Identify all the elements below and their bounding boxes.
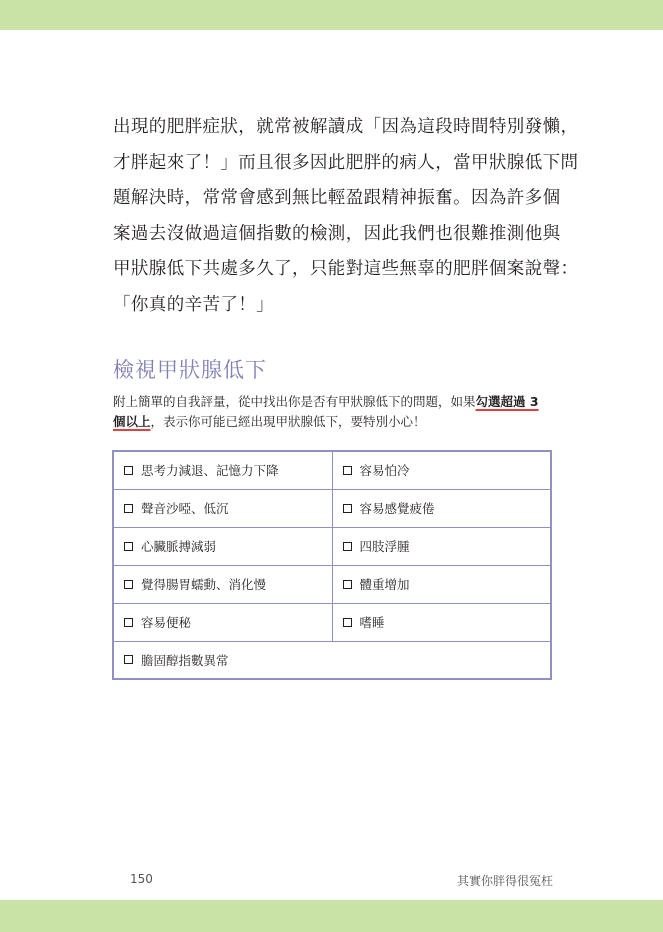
checkbox-icon[interactable] [124, 504, 133, 513]
checklist-cell[interactable] [113, 451, 332, 489]
table-row [113, 527, 551, 565]
body-line: 才胖起來了！」而且很多因此肥胖的病人，當甲狀腺低下問 [113, 152, 579, 173]
checkbox-icon[interactable] [343, 542, 352, 551]
checklist-cell[interactable] [332, 603, 551, 641]
intro-text [113, 392, 558, 432]
checklist-label: 容易感覺疲倦 [359, 501, 435, 516]
checklist-cell[interactable] [332, 527, 551, 565]
checkbox-icon[interactable] [343, 618, 352, 627]
checklist-label: 嗜睡 [359, 615, 385, 630]
checklist-cell[interactable] [332, 565, 551, 603]
body-line: 甲狀腺低下共處多久了，只能對這些無辜的肥胖個案說聲： [113, 259, 579, 279]
table-row [113, 451, 551, 489]
intro-text-plain: ，表示你可能已經出現甲狀腺低下，要特別小心！ [150, 414, 426, 429]
section-title: 檢視甲狀腺低下 [113, 358, 267, 382]
checklist-label: 膽固醇指數異常 [141, 652, 229, 668]
checklist-label: 聲音沙啞、低沉 [141, 501, 229, 516]
checklist-cell[interactable] [113, 603, 332, 641]
table-row [113, 603, 551, 641]
intro-highlight: 個以上 [113, 414, 151, 429]
checklist-label: 覺得腸胃蠕動、消化慢 [141, 577, 267, 592]
checklist-label: 四肢浮腫 [359, 539, 410, 554]
checklist-cell[interactable] [113, 565, 332, 603]
bottom-color-band [0, 900, 663, 932]
checkbox-icon[interactable] [124, 580, 133, 589]
table-row [113, 641, 551, 679]
checklist-cell[interactable] [332, 451, 551, 489]
top-color-band [0, 0, 663, 30]
body-line: 案過去沒做過這個指數的檢測，因此我們也很難推測他與 [113, 223, 561, 244]
table-row [113, 489, 551, 527]
checkbox-icon[interactable] [124, 542, 133, 551]
checkbox-icon[interactable] [124, 466, 133, 475]
intro-text-plain: 附上簡單的自我評量，從中找出你是否有甲狀腺低下的問題，如果 [113, 394, 476, 409]
intro-highlight: 勾選超過 3 [475, 394, 539, 409]
checkbox-icon[interactable] [124, 655, 133, 664]
intro-line-2 [113, 412, 558, 432]
checklist-label: 容易便秘 [141, 615, 192, 630]
checkbox-icon[interactable] [124, 618, 133, 627]
table-row [113, 565, 551, 603]
body-line: 「你真的辛苦了！」 [113, 294, 275, 315]
book-title: 其實你胖得很冤枉 [456, 874, 553, 888]
checklist-label: 思考力減退、記憶力下降 [141, 463, 279, 479]
checkbox-icon[interactable] [343, 504, 352, 513]
body-paragraph [113, 110, 579, 323]
checklist-label: 容易怕冷 [359, 463, 410, 479]
checkbox-icon[interactable] [343, 466, 352, 475]
symptom-checklist [112, 450, 552, 680]
page-number: 150 [130, 872, 153, 886]
checklist-cell[interactable] [113, 489, 332, 527]
checkbox-icon[interactable] [343, 580, 352, 589]
checklist-label: 心臟脈搏減弱 [141, 539, 217, 554]
body-line: 出現的肥胖症狀，就常被解讀成「因為這段時間特別發懶， [113, 117, 579, 137]
checklist-cell[interactable] [113, 641, 551, 679]
intro-line-1 [113, 392, 558, 412]
checklist-cell[interactable] [113, 527, 332, 565]
checklist-label: 體重增加 [359, 577, 410, 592]
body-line: 題解決時，常常會感到無比輕盈跟精神振奮。因為許多個 [113, 188, 561, 208]
checklist-cell[interactable] [332, 489, 551, 527]
